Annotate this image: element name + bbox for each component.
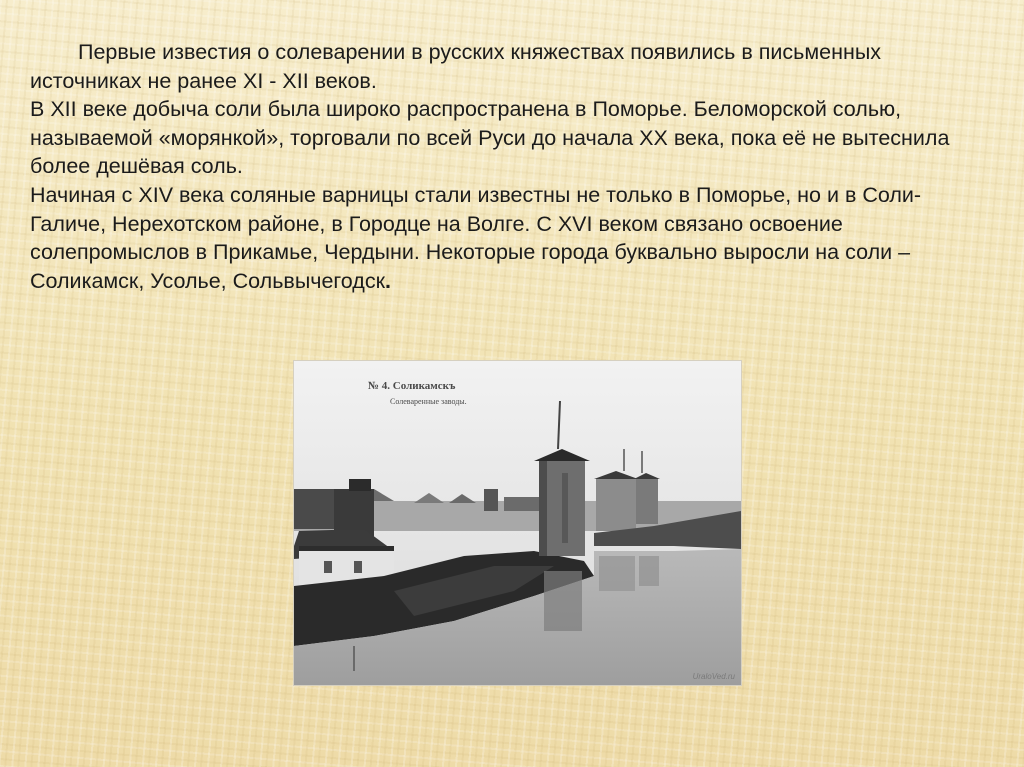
paragraph-3-text: Начиная с XIV века соляные варницы стали известны не только в Поморье, но и в Соли-Галиче, Нерехотском районе, в Городце на Волге. С XVI веком связано освоение солепромыслов в Прикамье, Чердыни. Некоторые города буквально выросли на соли – Соликамск, Усолье, Сольвычегодск xyxy=(30,182,922,293)
paragraph-1: Первые известия о солеварении в русских княжествах появились в письменных источниках не ранее XI - XII веков. xyxy=(30,40,882,93)
paragraph-2: В XII веке добыча соли была широко распространена в Поморье. Беломорской солью, называемой «морянкой», торговали по всей Руси до начала XX века, пока её не вытеснила более дешёвая соль. xyxy=(30,97,950,179)
photo-watermark: UralоVed.ru xyxy=(692,672,735,681)
paragraph-3 xyxy=(30,181,995,295)
slide-text xyxy=(30,38,995,295)
final-period: . xyxy=(384,268,391,293)
photo-illustration xyxy=(294,361,741,685)
historical-photo xyxy=(293,360,742,686)
photo-caption-title: № 4. Соликамскъ xyxy=(368,380,456,392)
photo-caption-subtitle: Солеваренные заводы. xyxy=(390,397,467,406)
